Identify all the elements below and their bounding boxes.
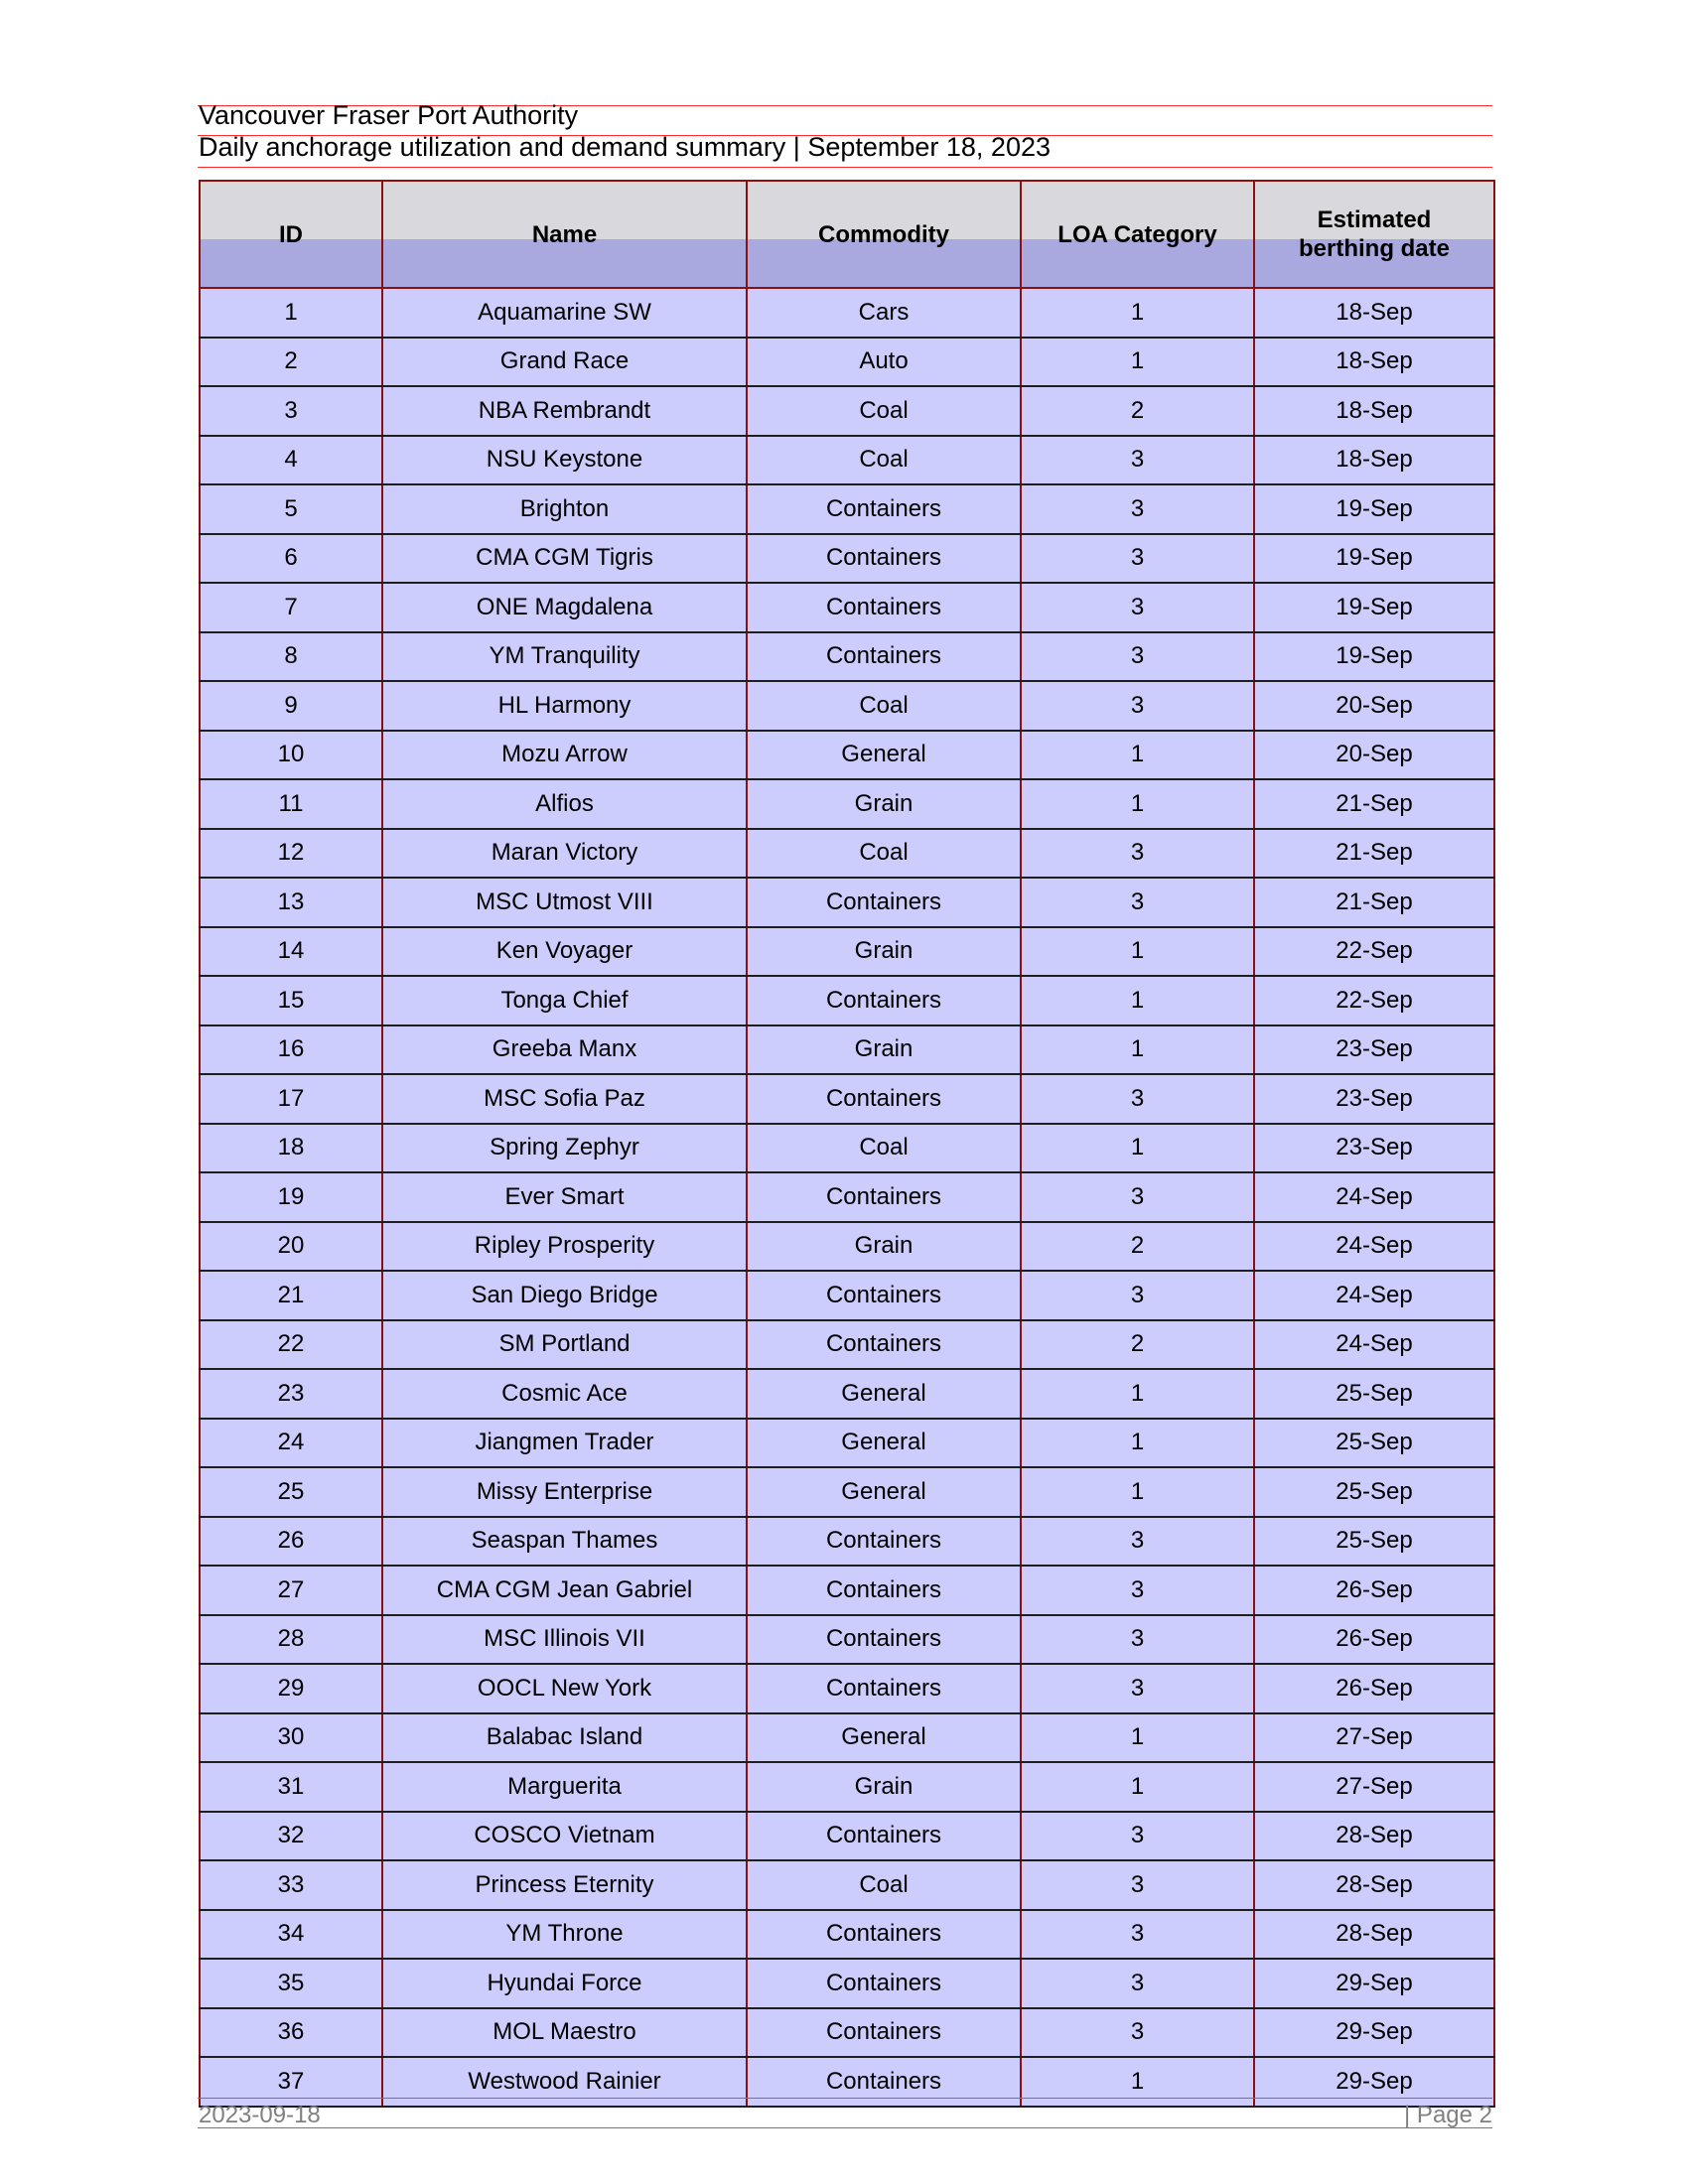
cell-berthing-date: 28-Sep — [1254, 1860, 1494, 1910]
cell-berthing-date: 29-Sep — [1254, 2057, 1494, 2107]
cell-loa-category: 1 — [1021, 927, 1254, 977]
cell-loa-category: 3 — [1021, 1664, 1254, 1713]
cell-berthing-date: 19-Sep — [1254, 632, 1494, 682]
cell-loa-category: 3 — [1021, 1910, 1254, 1960]
cell-id: 23 — [200, 1369, 382, 1419]
cell-berthing-date: 26-Sep — [1254, 1664, 1494, 1713]
cell-commodity: Grain — [747, 927, 1021, 977]
cell-name: Ken Voyager — [382, 927, 747, 977]
cell-berthing-date: 26-Sep — [1254, 1615, 1494, 1665]
cell-berthing-date: 24-Sep — [1254, 1271, 1494, 1320]
cell-commodity: Containers — [747, 1959, 1021, 2008]
cell-id: 5 — [200, 484, 382, 534]
table-row — [200, 386, 1494, 436]
cell-id: 17 — [200, 1074, 382, 1124]
cell-loa-category: 1 — [1021, 1025, 1254, 1075]
table-row — [200, 731, 1494, 780]
table-row — [200, 1517, 1494, 1567]
cell-id: 29 — [200, 1664, 382, 1713]
cell-commodity: Coal — [747, 1860, 1021, 1910]
cell-name: NBA Rembrandt — [382, 386, 747, 436]
cell-name: MSC Sofia Paz — [382, 1074, 747, 1124]
cell-name: CMA CGM Tigris — [382, 534, 747, 584]
cell-commodity: Grain — [747, 1222, 1021, 1272]
cell-name: Balabac Island — [382, 1713, 747, 1763]
cell-loa-category: 1 — [1021, 288, 1254, 338]
cell-berthing-date: 26-Sep — [1254, 1566, 1494, 1615]
cell-commodity: Containers — [747, 1566, 1021, 1615]
column-header-berthing-date: Estimated berthing date — [1254, 181, 1494, 288]
cell-commodity: Containers — [747, 976, 1021, 1025]
cell-id: 3 — [200, 386, 382, 436]
cell-commodity: Cars — [747, 288, 1021, 338]
cell-loa-category: 3 — [1021, 681, 1254, 731]
cell-name: CMA CGM Jean Gabriel — [382, 1566, 747, 1615]
cell-name: Spring Zephyr — [382, 1124, 747, 1173]
cell-id: 11 — [200, 779, 382, 829]
cell-loa-category: 3 — [1021, 1074, 1254, 1124]
cell-berthing-date: 28-Sep — [1254, 1910, 1494, 1960]
cell-name: NSU Keystone — [382, 436, 747, 485]
footer-page-number: | Page 2 — [1404, 2102, 1492, 2128]
cell-name: OOCL New York — [382, 1664, 747, 1713]
cell-id: 2 — [200, 338, 382, 387]
cell-loa-category: 3 — [1021, 1615, 1254, 1665]
cell-id: 27 — [200, 1566, 382, 1615]
cell-loa-category: 1 — [1021, 2057, 1254, 2107]
cell-id: 28 — [200, 1615, 382, 1665]
table-row — [200, 534, 1494, 584]
table-row — [200, 583, 1494, 632]
cell-commodity: Containers — [747, 2008, 1021, 2058]
page-subtitle: Daily anchorage utilization and demand summary | September 18, 2023 — [199, 132, 1052, 162]
cell-id: 12 — [200, 829, 382, 879]
cell-loa-category: 3 — [1021, 632, 1254, 682]
cell-id: 35 — [200, 1959, 382, 2008]
cell-loa-category: 3 — [1021, 1172, 1254, 1222]
cell-commodity: Containers — [747, 1172, 1021, 1222]
table-row — [200, 632, 1494, 682]
cell-berthing-date: 19-Sep — [1254, 583, 1494, 632]
cell-loa-category: 1 — [1021, 1762, 1254, 1812]
cell-loa-category: 1 — [1021, 731, 1254, 780]
cell-loa-category: 3 — [1021, 1566, 1254, 1615]
column-header-id: ID — [200, 181, 382, 288]
cell-name: Mozu Arrow — [382, 731, 747, 780]
cell-loa-category: 3 — [1021, 436, 1254, 485]
cell-berthing-date: 27-Sep — [1254, 1713, 1494, 1763]
table-header-row — [200, 181, 1494, 288]
column-header-name: Name — [382, 181, 747, 288]
cell-id: 33 — [200, 1860, 382, 1910]
cell-berthing-date: 22-Sep — [1254, 927, 1494, 977]
cell-name: Marguerita — [382, 1762, 747, 1812]
cell-id: 16 — [200, 1025, 382, 1075]
cell-berthing-date: 27-Sep — [1254, 1762, 1494, 1812]
cell-commodity: Containers — [747, 1910, 1021, 1960]
cell-commodity: Auto — [747, 338, 1021, 387]
cell-name: Brighton — [382, 484, 747, 534]
cell-loa-category: 3 — [1021, 1271, 1254, 1320]
cell-berthing-date: 20-Sep — [1254, 681, 1494, 731]
cell-name: Greeba Manx — [382, 1025, 747, 1075]
cell-id: 25 — [200, 1467, 382, 1517]
cell-id: 20 — [200, 1222, 382, 1272]
cell-name: YM Tranquility — [382, 632, 747, 682]
footer-rule-top — [198, 2098, 1492, 2099]
cell-berthing-date: 18-Sep — [1254, 386, 1494, 436]
cell-id: 9 — [200, 681, 382, 731]
cell-commodity: Containers — [747, 583, 1021, 632]
cell-name: COSCO Vietnam — [382, 1812, 747, 1861]
table-row — [200, 1959, 1494, 2008]
cell-loa-category: 3 — [1021, 1959, 1254, 2008]
cell-name: San Diego Bridge — [382, 1271, 747, 1320]
cell-loa-category: 1 — [1021, 779, 1254, 829]
cell-berthing-date: 18-Sep — [1254, 436, 1494, 485]
table-row — [200, 1762, 1494, 1812]
table-row — [200, 681, 1494, 731]
table-row — [200, 338, 1494, 387]
cell-berthing-date: 19-Sep — [1254, 534, 1494, 584]
cell-name: Ever Smart — [382, 1172, 747, 1222]
cell-loa-category: 2 — [1021, 1320, 1254, 1370]
cell-berthing-date: 21-Sep — [1254, 829, 1494, 879]
org-name: Vancouver Fraser Port Authority — [199, 100, 579, 130]
cell-name: Missy Enterprise — [382, 1467, 747, 1517]
cell-id: 14 — [200, 927, 382, 977]
cell-id: 30 — [200, 1713, 382, 1763]
cell-commodity: General — [747, 731, 1021, 780]
cell-id: 32 — [200, 1812, 382, 1861]
table-row — [200, 976, 1494, 1025]
cell-id: 6 — [200, 534, 382, 584]
table-row — [200, 1713, 1494, 1763]
table-row — [200, 1419, 1494, 1468]
anchorage-table — [199, 180, 1493, 2108]
cell-loa-category: 3 — [1021, 878, 1254, 927]
cell-berthing-date: 23-Sep — [1254, 1124, 1494, 1173]
cell-commodity: Containers — [747, 1074, 1021, 1124]
table-row — [200, 1369, 1494, 1419]
cell-name: HL Harmony — [382, 681, 747, 731]
cell-loa-category: 3 — [1021, 1517, 1254, 1567]
cell-id: 8 — [200, 632, 382, 682]
cell-commodity: Containers — [747, 1517, 1021, 1567]
cell-name: SM Portland — [382, 1320, 747, 1370]
table-row — [200, 2057, 1494, 2107]
cell-id: 26 — [200, 1517, 382, 1567]
table-row — [200, 1025, 1494, 1075]
cell-name: Seaspan Thames — [382, 1517, 747, 1567]
cell-commodity: General — [747, 1467, 1021, 1517]
table-row — [200, 1074, 1494, 1124]
cell-commodity: Grain — [747, 1025, 1021, 1075]
cell-loa-category: 3 — [1021, 1860, 1254, 1910]
cell-loa-category: 1 — [1021, 1467, 1254, 1517]
cell-berthing-date: 29-Sep — [1254, 1959, 1494, 2008]
table-row — [200, 1124, 1494, 1173]
cell-commodity: Coal — [747, 829, 1021, 879]
cell-id: 4 — [200, 436, 382, 485]
cell-id: 15 — [200, 976, 382, 1025]
table-row — [200, 1320, 1494, 1370]
cell-name: Ripley Prosperity — [382, 1222, 747, 1272]
cell-name: YM Throne — [382, 1910, 747, 1960]
cell-name: Tonga Chief — [382, 976, 747, 1025]
cell-commodity: Containers — [747, 1615, 1021, 1665]
cell-berthing-date: 25-Sep — [1254, 1517, 1494, 1567]
cell-loa-category: 1 — [1021, 976, 1254, 1025]
cell-id: 7 — [200, 583, 382, 632]
cell-commodity: Containers — [747, 1271, 1021, 1320]
column-header-loa-category: LOA Category — [1021, 181, 1254, 288]
header-rule-bottom — [198, 167, 1492, 168]
cell-name: Maran Victory — [382, 829, 747, 879]
cell-berthing-date: 24-Sep — [1254, 1172, 1494, 1222]
cell-id: 36 — [200, 2008, 382, 2058]
cell-id: 24 — [200, 1419, 382, 1468]
table-row — [200, 1910, 1494, 1960]
cell-berthing-date: 25-Sep — [1254, 1369, 1494, 1419]
cell-berthing-date: 23-Sep — [1254, 1074, 1494, 1124]
cell-berthing-date: 21-Sep — [1254, 779, 1494, 829]
cell-id: 31 — [200, 1762, 382, 1812]
cell-loa-category: 1 — [1021, 1713, 1254, 1763]
cell-berthing-date: 23-Sep — [1254, 1025, 1494, 1075]
table-row — [200, 1172, 1494, 1222]
cell-loa-category: 2 — [1021, 1222, 1254, 1272]
cell-id: 21 — [200, 1271, 382, 1320]
cell-commodity: General — [747, 1369, 1021, 1419]
cell-berthing-date: 18-Sep — [1254, 338, 1494, 387]
cell-loa-category: 3 — [1021, 583, 1254, 632]
cell-commodity: General — [747, 1419, 1021, 1468]
cell-loa-category: 1 — [1021, 1124, 1254, 1173]
cell-commodity: Grain — [747, 1762, 1021, 1812]
cell-id: 34 — [200, 1910, 382, 1960]
cell-commodity: Containers — [747, 632, 1021, 682]
cell-name: Aquamarine SW — [382, 288, 747, 338]
cell-name: Alfios — [382, 779, 747, 829]
cell-commodity: Coal — [747, 1124, 1021, 1173]
cell-berthing-date: 25-Sep — [1254, 1419, 1494, 1468]
table-row — [200, 878, 1494, 927]
cell-berthing-date: 20-Sep — [1254, 731, 1494, 780]
cell-name: Hyundai Force — [382, 1959, 747, 2008]
table-row — [200, 2008, 1494, 2058]
table-body — [200, 288, 1494, 2107]
cell-commodity: Coal — [747, 386, 1021, 436]
cell-id: 13 — [200, 878, 382, 927]
cell-berthing-date: 28-Sep — [1254, 1812, 1494, 1861]
cell-name: Cosmic Ace — [382, 1369, 747, 1419]
cell-name: Princess Eternity — [382, 1860, 747, 1910]
cell-commodity: Containers — [747, 878, 1021, 927]
table-row — [200, 484, 1494, 534]
cell-berthing-date: 29-Sep — [1254, 2008, 1494, 2058]
cell-name: Westwood Rainier — [382, 2057, 747, 2107]
cell-loa-category: 1 — [1021, 338, 1254, 387]
cell-loa-category: 3 — [1021, 534, 1254, 584]
cell-commodity: Containers — [747, 1664, 1021, 1713]
cell-commodity: Containers — [747, 484, 1021, 534]
cell-name: MOL Maestro — [382, 2008, 747, 2058]
table-row — [200, 1615, 1494, 1665]
cell-commodity: Grain — [747, 779, 1021, 829]
cell-berthing-date: 21-Sep — [1254, 878, 1494, 927]
cell-commodity: General — [747, 1713, 1021, 1763]
table-row — [200, 1222, 1494, 1272]
cell-loa-category: 3 — [1021, 2008, 1254, 2058]
cell-berthing-date: 25-Sep — [1254, 1467, 1494, 1517]
cell-berthing-date: 22-Sep — [1254, 976, 1494, 1025]
cell-commodity: Containers — [747, 1812, 1021, 1861]
cell-id: 37 — [200, 2057, 382, 2107]
cell-berthing-date: 19-Sep — [1254, 484, 1494, 534]
cell-id: 18 — [200, 1124, 382, 1173]
table-row — [200, 779, 1494, 829]
cell-loa-category: 3 — [1021, 484, 1254, 534]
cell-commodity: Containers — [747, 2057, 1021, 2107]
table-row — [200, 1467, 1494, 1517]
cell-name: Jiangmen Trader — [382, 1419, 747, 1468]
cell-berthing-date: 18-Sep — [1254, 288, 1494, 338]
table-row — [200, 1566, 1494, 1615]
footer-date: 2023-09-18 — [199, 2102, 321, 2128]
cell-berthing-date: 24-Sep — [1254, 1222, 1494, 1272]
cell-name: ONE Magdalena — [382, 583, 747, 632]
cell-commodity: Coal — [747, 681, 1021, 731]
table-row — [200, 1812, 1494, 1861]
cell-loa-category: 3 — [1021, 1812, 1254, 1861]
cell-id: 22 — [200, 1320, 382, 1370]
table-row — [200, 829, 1494, 879]
cell-commodity: Containers — [747, 1320, 1021, 1370]
cell-loa-category: 3 — [1021, 829, 1254, 879]
column-header-commodity: Commodity — [747, 181, 1021, 288]
cell-name: MSC Utmost VIII — [382, 878, 747, 927]
table-row — [200, 288, 1494, 338]
cell-berthing-date: 24-Sep — [1254, 1320, 1494, 1370]
table-row — [200, 436, 1494, 485]
cell-id: 1 — [200, 288, 382, 338]
table-row — [200, 1271, 1494, 1320]
cell-loa-category: 1 — [1021, 1419, 1254, 1468]
cell-name: Grand Race — [382, 338, 747, 387]
cell-loa-category: 1 — [1021, 1369, 1254, 1419]
cell-id: 19 — [200, 1172, 382, 1222]
table-row — [200, 1664, 1494, 1713]
table-row — [200, 1860, 1494, 1910]
table-row — [200, 927, 1494, 977]
cell-commodity: Coal — [747, 436, 1021, 485]
cell-id: 10 — [200, 731, 382, 780]
footer-rule-bottom — [198, 2127, 1492, 2128]
cell-loa-category: 2 — [1021, 386, 1254, 436]
cell-commodity: Containers — [747, 534, 1021, 584]
cell-name: MSC Illinois VII — [382, 1615, 747, 1665]
